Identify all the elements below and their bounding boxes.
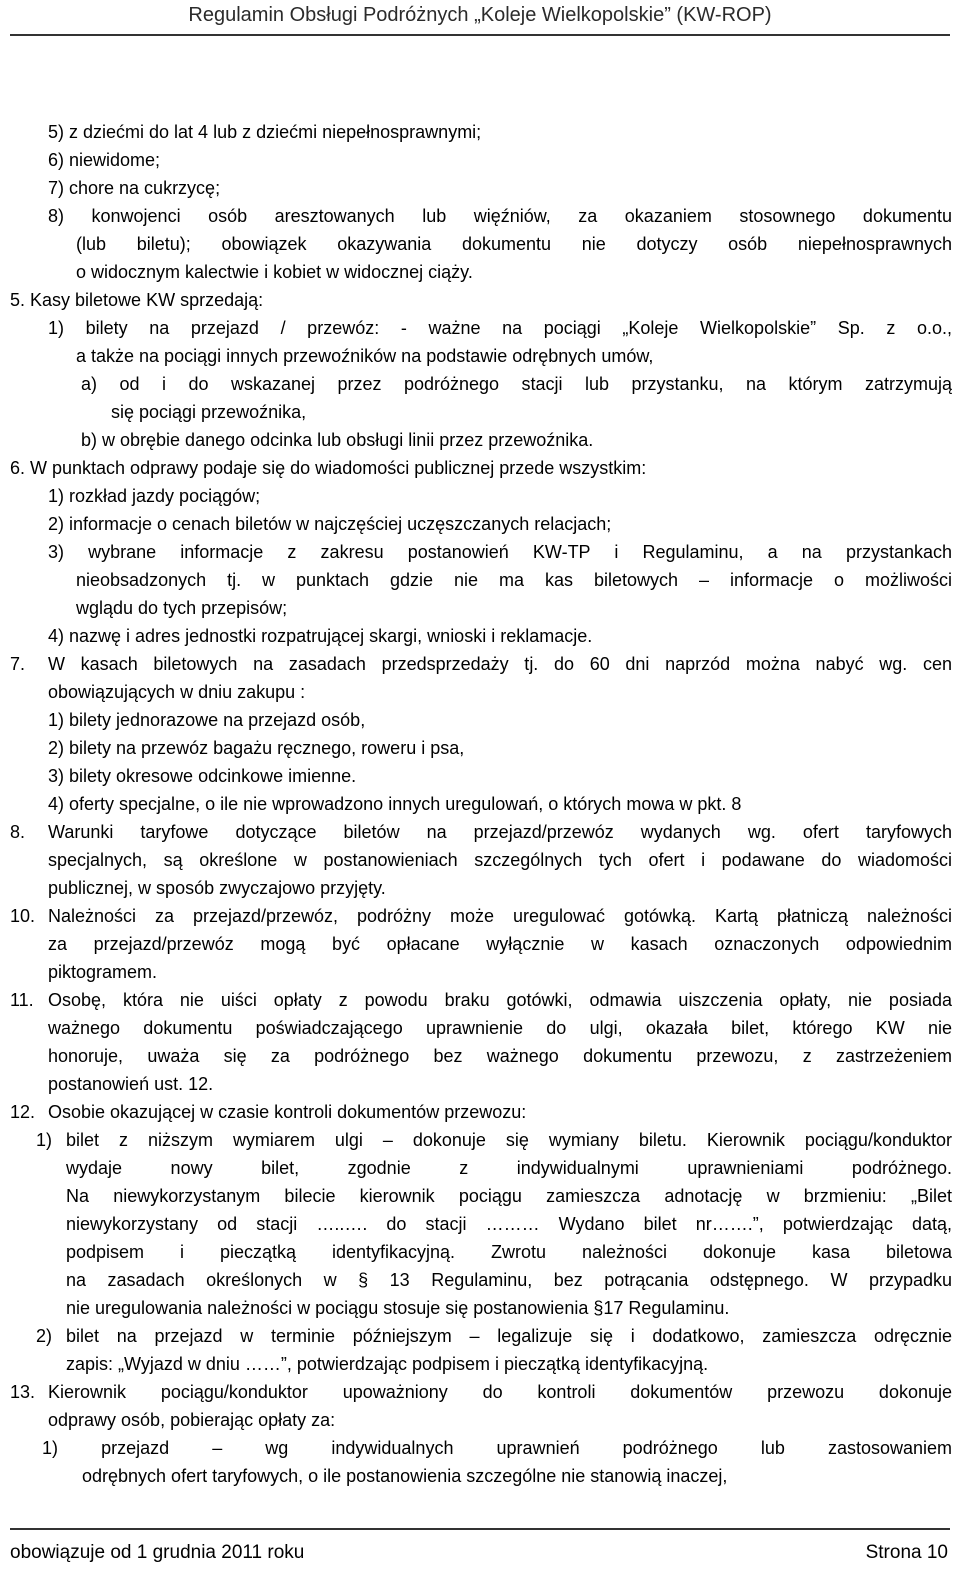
list-item: 7) chore na cukrzycę; [48, 178, 221, 198]
text-line: obowiązujących w dniu zakupu : [48, 682, 306, 702]
section-number: 12. [10, 1102, 36, 1122]
text-line: specjalnych, są określone w postanowieniach szczególnych tych ofert i podawane do wiadomości [48, 850, 952, 870]
text-line: o widocznym kalectwie i kobiet w widocznej ciąży. [76, 262, 473, 282]
list-item: 5) z dziećmi do lat 4 lub z dziećmi niepełnosprawnymi; [48, 122, 482, 142]
list-item: 6) niewidome; [48, 150, 161, 170]
list-item: 1) bilety jednorazowe na przejazd osób, [48, 710, 366, 730]
text-line: niewykorzystany od stacji …..…. do stacji ……… Wydano bilet nr…….”, potwierdzając datą, [66, 1214, 952, 1234]
text-line: odrębnych ofert taryfowych, o ile postanowienia szczególne nie stanowią inaczej, [82, 1466, 728, 1486]
text-line: Na niewykorzystanym bilecie kierownik pociągu zamieszcza adnotację w brzmieniu: „Bilet [66, 1186, 952, 1206]
section-number: 10. [10, 906, 36, 926]
text-line: podpisem i pieczątką identyfikacyjną. Zwrotu należności dokonuje kasa biletowa [66, 1242, 952, 1262]
list-item: 4) nazwę i adres jednostki rozpatrującej skargi, wnioski i reklamacje. [48, 626, 593, 646]
text-line: (lub biletu); obowiązek okazywania dokumentu nie dotyczy osób niepełnosprawnych [76, 234, 952, 254]
section-text: Osobę, która nie uiści opłaty z powodu braku gotówki, odmawia uiszczenia opłaty, nie posiada [48, 990, 952, 1010]
page-number: Strona 10 [865, 1542, 948, 1563]
section-text: Warunki taryfowe dotyczące biletów na przejazd/przewóz wydanych wg. ofert taryfowych [48, 822, 952, 842]
footer-effective-date: obowiązuje od 1 grudnia 2011 roku [10, 1542, 305, 1563]
text-line: ważnego dokumentu poświadczającego uprawnienie do ulgi, okazała bilet, którego KW nie [48, 1018, 952, 1038]
list-marker: 2) [36, 1326, 53, 1346]
list-marker: 1) [36, 1130, 53, 1150]
text-line: nieobsadzonych tj. w punktach gdzie nie ma kas biletowych – informacje o możliwości [76, 570, 952, 590]
text-line: piktogramem. [48, 962, 158, 982]
header-divider [10, 34, 950, 36]
text-line: wglądu do tych przepisów; [76, 598, 288, 618]
list-item: a) od i do wskazanej przez podróżnego stacji lub przystanku, na którym zatrzymują [81, 374, 952, 394]
text-line: postanowień ust. 12. [48, 1074, 214, 1094]
list-item: 3) wybrane informacje z zakresu postanowień KW-TP i Regulaminu, a na przystankach [48, 542, 952, 562]
text-line: honoruje, uważa się za podróżnego bez ważnego dokumentu przewozu, z zastrzeżeniem [48, 1046, 952, 1066]
page-header: Regulamin Obsługi Podróżnych „Koleje Wielkopolskie” (KW-ROP) [188, 4, 772, 26]
section-text: W kasach biletowych na zasadach przedsprzedaży tj. do 60 dni naprzód można nabyć wg. cen [48, 654, 952, 674]
list-item: 4) oferty specjalne, o ile nie wprowadzono innych uregulowań, o których mowa w pkt. 8 [48, 794, 742, 814]
list-item: 8) konwojenci osób aresztowanych lub więźniów, za okazaniem stosownego dokumentu [48, 206, 952, 226]
section-number: 13. [10, 1382, 36, 1402]
text-line: za przejazd/przewóz mogą być opłacane wyłącznie w kasach oznaczonych odpowiednim [48, 934, 952, 954]
footer-divider [10, 1528, 950, 1530]
list-item: 2) informacje o cenach biletów w najczęściej uczęszczanych relacjach; [48, 514, 612, 534]
text-line: a także na pociągi innych przewoźników na podstawie odrębnych umów, [76, 346, 654, 366]
list-item: 3) bilety okresowe odcinkowe imienne. [48, 766, 357, 786]
section-number: 11. [10, 990, 34, 1010]
text-line: nie uregulowania należności w pociągu stosuje się postanowienia §17 Regulaminu. [66, 1298, 730, 1318]
list-item: bilet z niższym wymiarem ulgi – dokonuje się wymiany biletu. Kierownik pociągu/konduktor [66, 1130, 952, 1150]
section-number: 7. [10, 654, 26, 674]
text-line: na zasadach określonych w § 13 Regulaminu, bez potrącania odstępnego. W przypadku [66, 1270, 952, 1290]
text-line: publicznej, w sposób zwyczajowo przyjęty. [48, 878, 386, 898]
section-text: Osobie okazującej w czasie kontroli dokumentów przewozu: [48, 1102, 527, 1122]
list-item: 1) przejazd – wg indywidualnych uprawnień podróżnego lub zastosowaniem [42, 1438, 952, 1458]
section-number: 8. [10, 822, 26, 842]
list-item: 1) bilety na przejazd / przewóz: - ważne na pociągi „Koleje Wielkopolskie” Sp. z o.o., [48, 318, 952, 338]
section-heading: 6. W punktach odprawy podaje się do wiadomości publicznej przede wszystkim: [10, 458, 647, 478]
text-line: się pociągi przewoźnika, [111, 402, 307, 422]
text-line: wydaje nowy bilet, zgodnie z indywidualnymi uprawnieniami podróżnego. [66, 1158, 952, 1178]
section-heading: 5. Kasy biletowe KW sprzedają: [10, 290, 264, 310]
text-line: zapis: „Wyjazd w dniu ……”, potwierdzając podpisem i pieczątką identyfikacyjną. [66, 1354, 709, 1374]
list-item: b) w obrębie danego odcinka lub obsługi linii przez przewoźnika. [81, 430, 594, 450]
list-item: bilet na przejazd w terminie późniejszym – legalizuje się i dodatkowo, zamieszcza odręcznie [66, 1326, 952, 1346]
text-line: odprawy osób, pobierając opłaty za: [48, 1410, 336, 1430]
section-text: Należności za przejazd/przewóz, podróżny może uregulować gotówką. Kartą płatniczą należności [48, 906, 952, 926]
list-item: 1) rozkład jazdy pociągów; [48, 486, 261, 506]
section-text: Kierownik pociągu/konduktor upoważniony do kontroli dokumentów przewozu dokonuje [48, 1382, 952, 1402]
list-item: 2) bilety na przewóz bagażu ręcznego, roweru i psa, [48, 738, 465, 758]
